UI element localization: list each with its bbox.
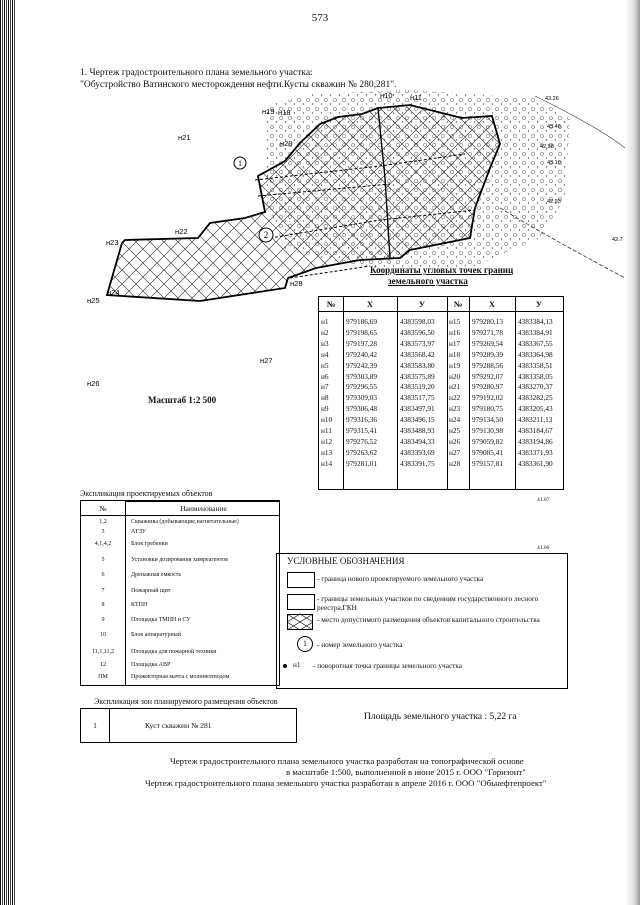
coords-cell: 979134,50 (472, 415, 504, 425)
coords-cell: 4383519,20 (400, 382, 435, 392)
title-line-2: "Обустройство Ватинского месторождения нефти.Кусты скважин № 280,281". (80, 80, 397, 90)
explication-num: 7 (101, 588, 105, 594)
legend-item: - границы земельных участков по сведениям государственного лесного реестра,ГКН (317, 594, 539, 612)
coords-cell: н23 (449, 404, 461, 414)
coords-cell: 4383367,55 (518, 338, 553, 348)
coords-cell: 4383194,86 (518, 436, 553, 446)
coords-cell: 979157,81 (472, 458, 504, 468)
footer-line-2: в масштабе 1:500, выполненной в июне 2015 г. ООО "Горизонт" (286, 767, 526, 777)
explication-title: Экспликация проектируемых объектов (80, 489, 213, 498)
coords-cell: 979292,07 (472, 371, 504, 381)
point-label: н25 (87, 296, 100, 305)
coords-header: У (418, 299, 426, 309)
coords-cell: 4383371,93 (518, 447, 553, 457)
point-label: н11 (410, 93, 422, 102)
coords-cell: 4383496,15 (400, 415, 435, 425)
coords-cell: 4383497,91 (400, 404, 435, 414)
coords-cell: н11 (321, 426, 332, 435)
coords-cell: 4383575,89 (400, 371, 435, 381)
coords-title: Координаты угловых точек границ земельного участка (370, 265, 514, 286)
coords-cell: 4383391,75 (400, 458, 435, 468)
coords-cell: н8 (321, 393, 329, 403)
coords-cell: 979186,69 (346, 317, 378, 326)
coords-cell: н5 (321, 360, 329, 370)
explication-name: Блок аппаратурный (131, 632, 181, 638)
coords-cell: 4383517,75 (400, 393, 435, 403)
scan-left-edge (0, 0, 16, 905)
legend-title: УСЛОВНЫЕ ОБОЗНАЧЕНИЯ (287, 556, 405, 566)
coords-cell: н16 (449, 327, 461, 337)
coords-cell: н17 (449, 338, 461, 348)
coords-cell: 979130,98 (472, 426, 504, 435)
footer-line-1: Чертеж градостроительного плана земельного участка разработан на топографической основе (170, 756, 524, 766)
coords-cell: н19 (449, 360, 461, 370)
coords-cell: 4383364,98 (518, 349, 553, 359)
coords-cell: 4383361,90 (518, 458, 553, 468)
legend-point-label: н1 (293, 660, 301, 669)
legend-forest-plot-symbol (287, 594, 315, 610)
coords-header: № (326, 299, 336, 309)
coords-cell: 979281,01 (346, 458, 378, 468)
zone-number: 1 (93, 721, 97, 730)
coords-cell: 979280,13 (472, 317, 504, 326)
coords-cell: 4383205,43 (518, 404, 553, 414)
coords-header: У (535, 299, 543, 309)
scan-right-edge (625, 0, 640, 905)
explication-name: Установки дозирования химреагентов (131, 557, 228, 563)
coords-cell: 4383494,33 (400, 436, 435, 446)
explication-name: Площадка для пожарной техники (131, 649, 217, 655)
coords-cell: 979316,36 (346, 415, 378, 425)
explication-name: АГЗУ (131, 529, 147, 535)
coords-cell: н26 (449, 436, 461, 446)
coords-cell: 4383282,25 (518, 393, 553, 403)
elevation-label: 42.93 (547, 199, 561, 205)
elevation-label: 42.98 (540, 144, 554, 150)
coords-cell: 979289,39 (472, 349, 504, 359)
plot-area: Площадь земельного участка : 5,22 га (364, 712, 517, 722)
coords-cell: 4383393,69 (400, 447, 435, 457)
coords-cell: н15 (449, 317, 461, 326)
coords-cell: 979271,78 (472, 327, 504, 337)
coords-cell: 4383596,50 (400, 327, 435, 337)
coords-cell: н18 (449, 349, 461, 359)
coords-cell: н13 (321, 447, 333, 457)
elevation-label: 43.10 (547, 160, 561, 166)
legend-hatch-symbol (287, 614, 313, 630)
coords-cell: н20 (449, 371, 461, 381)
explication-num: 8 (101, 602, 105, 608)
coords-cell: 979276,52 (346, 436, 378, 446)
coords-cell: 979192,02 (472, 393, 504, 403)
explication-name: Блок гребенки (131, 541, 168, 547)
coords-cell: 979180,75 (472, 404, 504, 414)
zone-name: Куст скважин № 281 (145, 721, 212, 730)
explication-num: 10 (100, 632, 106, 638)
legend-item: - место допустимого размещения объектов капитального строительства (317, 615, 540, 624)
point-label: н18 (278, 108, 291, 117)
coords-cell: н21 (449, 382, 461, 392)
coordinates-table (318, 296, 564, 490)
point-label: н19 (262, 107, 275, 116)
elevation-label: 43.46 (547, 124, 561, 130)
explication-num: 11,1,11,2 (91, 649, 115, 655)
coords-cell: 979269,54 (472, 338, 504, 348)
coords-cell: 4383598,03 (400, 317, 435, 326)
coords-cell: н14 (321, 458, 333, 468)
coords-cell: 979085,41 (472, 447, 504, 457)
point-label: н10 (380, 91, 393, 100)
coords-cell: 979303,89 (346, 371, 378, 381)
coords-cell: 4383358,51 (518, 360, 553, 370)
coords-cell: 4383270,37 (518, 382, 553, 392)
coords-cell: н25 (449, 426, 461, 435)
coords-cell: н2 (321, 327, 329, 337)
coords-cell: 4383384,91 (518, 327, 553, 337)
coords-cell: 979306,48 (346, 404, 378, 414)
coords-cell: н6 (321, 371, 329, 381)
legend-point-symbol (283, 664, 287, 668)
explication-name: Прожекторная мачта с молниеотводом (131, 674, 230, 680)
coords-cell: 4383211,13 (518, 415, 553, 425)
coords-header: X (488, 299, 496, 309)
explication-header: Наименование (180, 504, 227, 513)
coords-cell: 4383358,05 (518, 371, 553, 381)
title-line-1: 1. Чертеж градостроительного плана земельного участка: (80, 68, 313, 78)
legend-box (276, 553, 568, 689)
coords-cell: 4383583,80 (400, 360, 435, 370)
explication-num: 6 (101, 572, 105, 578)
zones-title: Экспликация зон планируемого размещения объектов (94, 697, 278, 706)
legend-circle-symbol: 1 (297, 636, 313, 652)
legend-item: - граница нового проектируемого земельного участка (317, 574, 484, 583)
coords-cell: 979242,39 (346, 360, 378, 370)
coords-cell: 979315,41 (346, 426, 378, 435)
explication-name: КТПН (131, 602, 148, 608)
coords-cell: 979309,03 (346, 393, 378, 403)
zones-table (80, 708, 297, 743)
coords-cell: н7 (321, 382, 329, 392)
legend-item: - номер земельного участка (317, 640, 403, 649)
point-label: н23 (106, 238, 119, 247)
coords-cell: н22 (449, 393, 461, 403)
point-label: н24 (107, 288, 120, 297)
page-number: 573 (311, 12, 329, 24)
explication-name: Скважины (добывающие,нагнетательные) (131, 519, 239, 525)
coords-cell: 979059,82 (472, 436, 504, 446)
point-label: н27 (260, 356, 273, 365)
coords-cell: 979288,56 (472, 360, 504, 370)
coords-cell: 4383488,93 (400, 426, 435, 435)
legend-item: - поворотная точка границы земельного участка (313, 661, 463, 670)
coords-cell: 979296,55 (346, 382, 378, 392)
coords-cell: 4383568,42 (400, 349, 435, 359)
coords-cell: 4383184,67 (518, 426, 553, 435)
coords-cell: н9 (321, 404, 329, 414)
coords-cell: н28 (449, 458, 461, 468)
coords-cell: н10 (321, 415, 333, 425)
coords-cell: н24 (449, 415, 461, 425)
point-label: н26 (87, 379, 100, 388)
coords-cell: н12 (321, 436, 333, 446)
coords-cell: 979198,65 (346, 327, 378, 337)
elevation-label: 41.00 (537, 545, 550, 551)
coords-header: № (453, 299, 463, 309)
coords-cell: 979263,62 (346, 447, 378, 457)
scale-label: Масштаб 1:2 500 (148, 395, 217, 405)
point-label: н28 (290, 279, 303, 288)
coords-cell: 979280,97 (472, 382, 504, 392)
explication-num: 1,2 (99, 519, 107, 525)
zone-label: 1 (238, 159, 242, 168)
explication-table (80, 500, 280, 686)
elevation-label: 41.07 (537, 497, 550, 503)
elevation-label: 43.26 (545, 96, 559, 102)
coords-cell: 979197,28 (346, 338, 378, 348)
coords-cell: н3 (321, 338, 329, 348)
explication-num: ПМ (98, 674, 108, 680)
explication-name: Дренажная емкость (131, 572, 182, 578)
explication-header: № (99, 504, 107, 513)
point-label: н20 (280, 139, 293, 148)
coords-cell: н1 (321, 317, 329, 326)
explication-name: Площадка АВР (131, 662, 171, 668)
explication-name: Пожарный щит (131, 588, 171, 594)
zone-label: 2 (263, 230, 269, 240)
coords-cell: 979240,42 (346, 349, 378, 359)
coords-cell: н4 (321, 349, 329, 359)
explication-num: 3 (101, 529, 105, 535)
coords-cell: 4383573,97 (400, 338, 435, 348)
coords-header: X (366, 299, 374, 309)
explication-num: 5 (101, 557, 105, 563)
elevation-label: 42.7 (612, 237, 623, 243)
footer-line-3: Чертеж градостроительного плана земельного участка разработан в апреле 2016 г. ООО "Обьнефтепроект" (145, 778, 547, 788)
explication-num: 9 (101, 617, 105, 623)
explication-num: 12 (100, 662, 106, 668)
explication-num: 4,1,4,2 (94, 541, 112, 547)
explication-name: Площадка ТМПН и СУ (131, 617, 191, 623)
coords-cell: 4383384,13 (518, 317, 553, 326)
coords-cell: н27 (449, 447, 461, 457)
point-label: н22 (175, 227, 188, 236)
legend-new-plot-symbol (287, 572, 315, 588)
point-label: н21 (178, 133, 191, 142)
